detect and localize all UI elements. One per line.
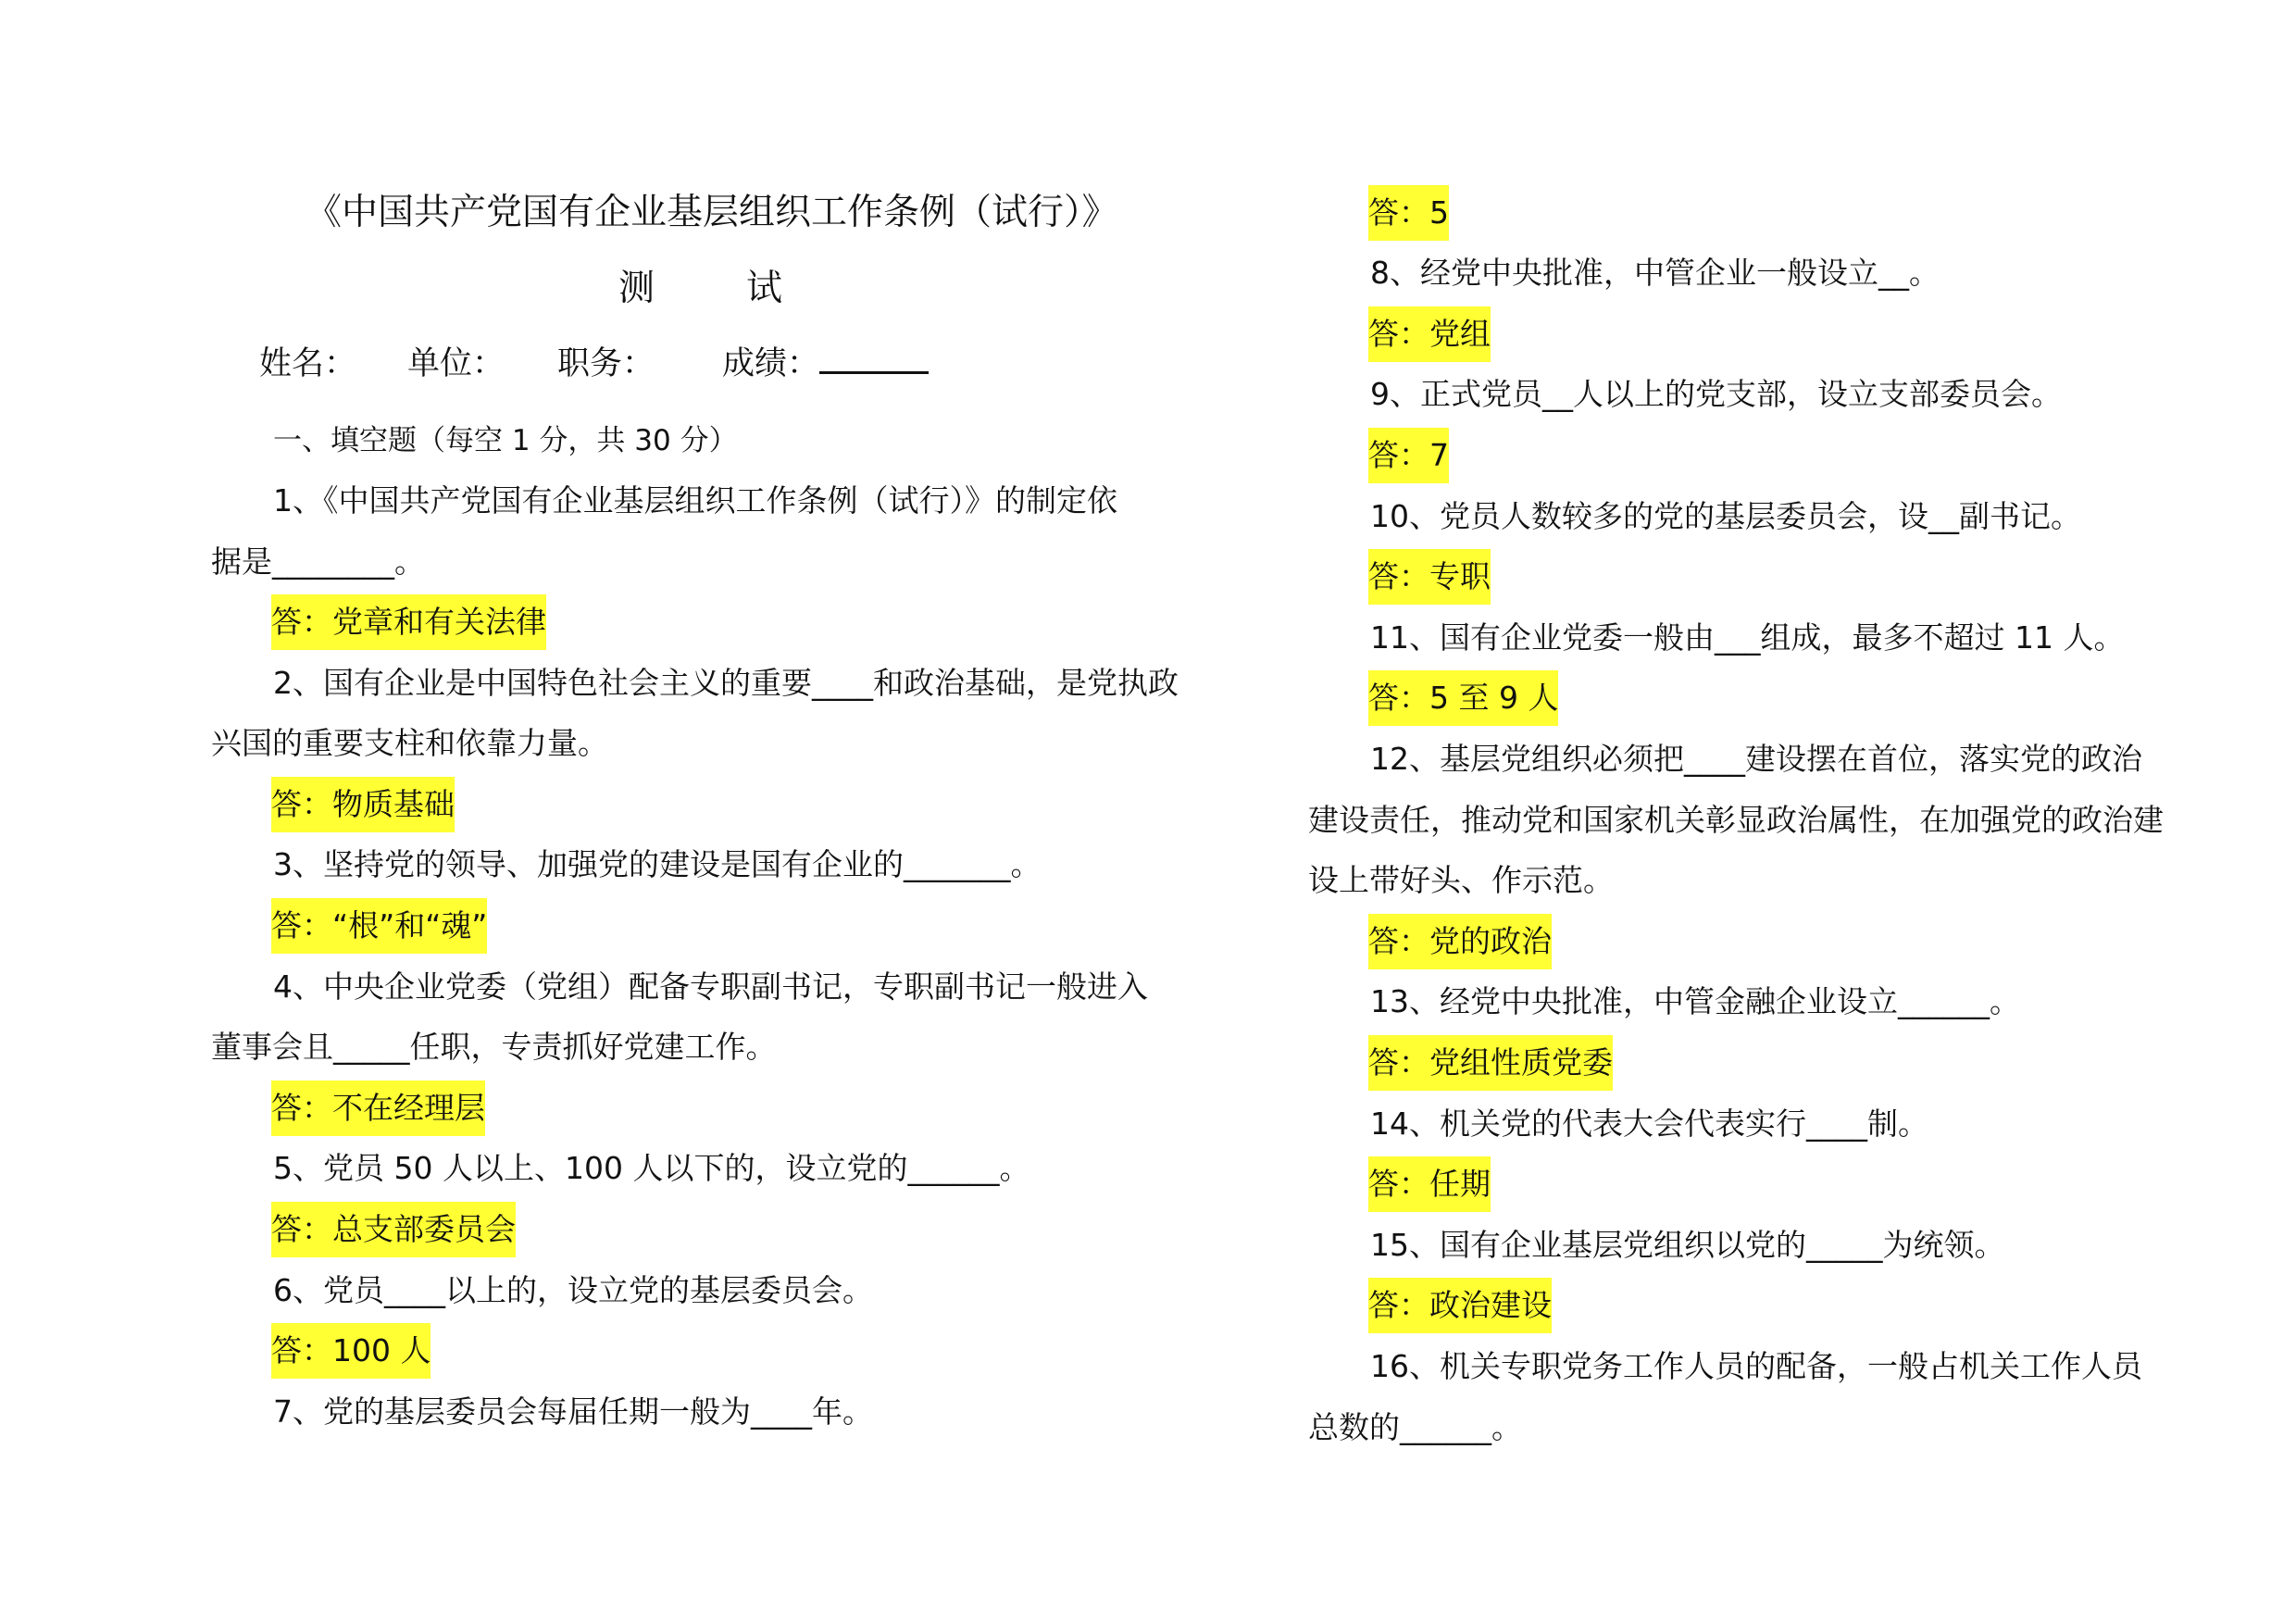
question-16-line-1: 16、机关专职党务工作人员的配备，一般占机关工作人员: [1370, 1348, 2142, 1384]
score-label: 成绩：: [722, 345, 820, 382]
question-16-line-2: 总数的______。: [1308, 1409, 1522, 1445]
question-3: 3、坚持党的领导、加强党的建设是国有企业的_______。: [273, 846, 1042, 882]
answer-8: 答：党组: [1368, 306, 1491, 362]
question-5: 5、党员 50 人以上、100 人以下的，设立党的______。: [273, 1150, 1030, 1186]
answer-10: 答：专职: [1368, 549, 1491, 605]
answer-2: 答：物质基础: [271, 777, 455, 832]
answer-9: 答：7: [1368, 428, 1449, 483]
question-15: 15、国有企业基层党组织以党的_____为统领。: [1370, 1227, 2005, 1263]
question-12-line-2: 建设责任，推动党和国家机关彰显政治属性，在加强党的政治建: [1308, 802, 2164, 838]
answer-12: 答：党的政治: [1368, 914, 1552, 969]
score-field[interactable]: [722, 336, 929, 392]
answer-7: 答：5: [1368, 185, 1449, 241]
question-6: 6、党员____以上的，设立党的基层委员会。: [273, 1272, 873, 1308]
answer-3: 答：“根”和“魂”: [271, 898, 487, 954]
name-label: 姓名：: [259, 345, 357, 382]
question-4-line-2: 董事会且_____任职，专责抓好党建工作。: [211, 1029, 777, 1065]
answer-4: 答：不在经理层: [271, 1081, 485, 1136]
question-2-line-1: 2、国有企业是中国特色社会主义的重要____和政治基础，是党执政: [273, 665, 1179, 701]
answer-1: 答：党章和有关法律: [271, 594, 546, 650]
question-12-line-3: 设上带好头、作示范。: [1308, 862, 1614, 898]
question-13: 13、经党中央批准，中管金融企业设立______。: [1370, 983, 2020, 1019]
position-label: 职务：: [557, 345, 655, 382]
answer-6: 答：100 人: [271, 1323, 430, 1379]
question-9: 9、正式党员__人以上的党支部，设立支部委员会。: [1370, 376, 2062, 412]
score-blank[interactable]: [819, 345, 929, 374]
question-4-line-1: 4、中央企业党委（党组）配备专职副书记，专职副书记一般进入: [273, 968, 1148, 1005]
answer-5: 答：总支部委员会: [271, 1202, 516, 1257]
unit-label: 单位：: [407, 345, 505, 382]
subtitle-char-1: 测: [618, 268, 655, 309]
answer-15: 答：政治建设: [1368, 1278, 1552, 1333]
question-1-line-2: 据是________。: [211, 543, 425, 580]
document-title: 《中国共产党国有企业基层组织工作条例（试行）》: [306, 192, 1118, 233]
question-14: 14、机关党的代表大会代表实行____制。: [1370, 1106, 1928, 1142]
question-2-line-2: 兴国的重要支柱和依靠力量。: [211, 725, 608, 761]
question-11: 11、国有企业党委一般由___组成，最多不超过 11 人。: [1370, 619, 2125, 656]
answer-11: 答：5 至 9 人: [1368, 670, 1558, 726]
question-12-line-1: 12、基层党组织必须把____建设摆在首位，落实党的政治: [1370, 741, 2142, 777]
section-title: 一、填空题（每空 1 分，共 30 分）: [273, 424, 738, 457]
question-10: 10、党员人数较多的党的基层委员会，设__副书记。: [1370, 498, 2081, 534]
question-8: 8、经党中央批准，中管企业一般设立__。: [1370, 255, 1940, 291]
answer-14: 答：任期: [1368, 1156, 1491, 1212]
question-7: 7、党的基层委员会每届任期一般为____年。: [273, 1393, 873, 1430]
answer-13: 答：党组性质党委: [1368, 1035, 1613, 1091]
question-1-line-1: 1、《中国共产党国有企业基层组织工作条例（试行）》的制定依: [273, 482, 1117, 518]
subtitle-char-2: 试: [746, 268, 783, 309]
